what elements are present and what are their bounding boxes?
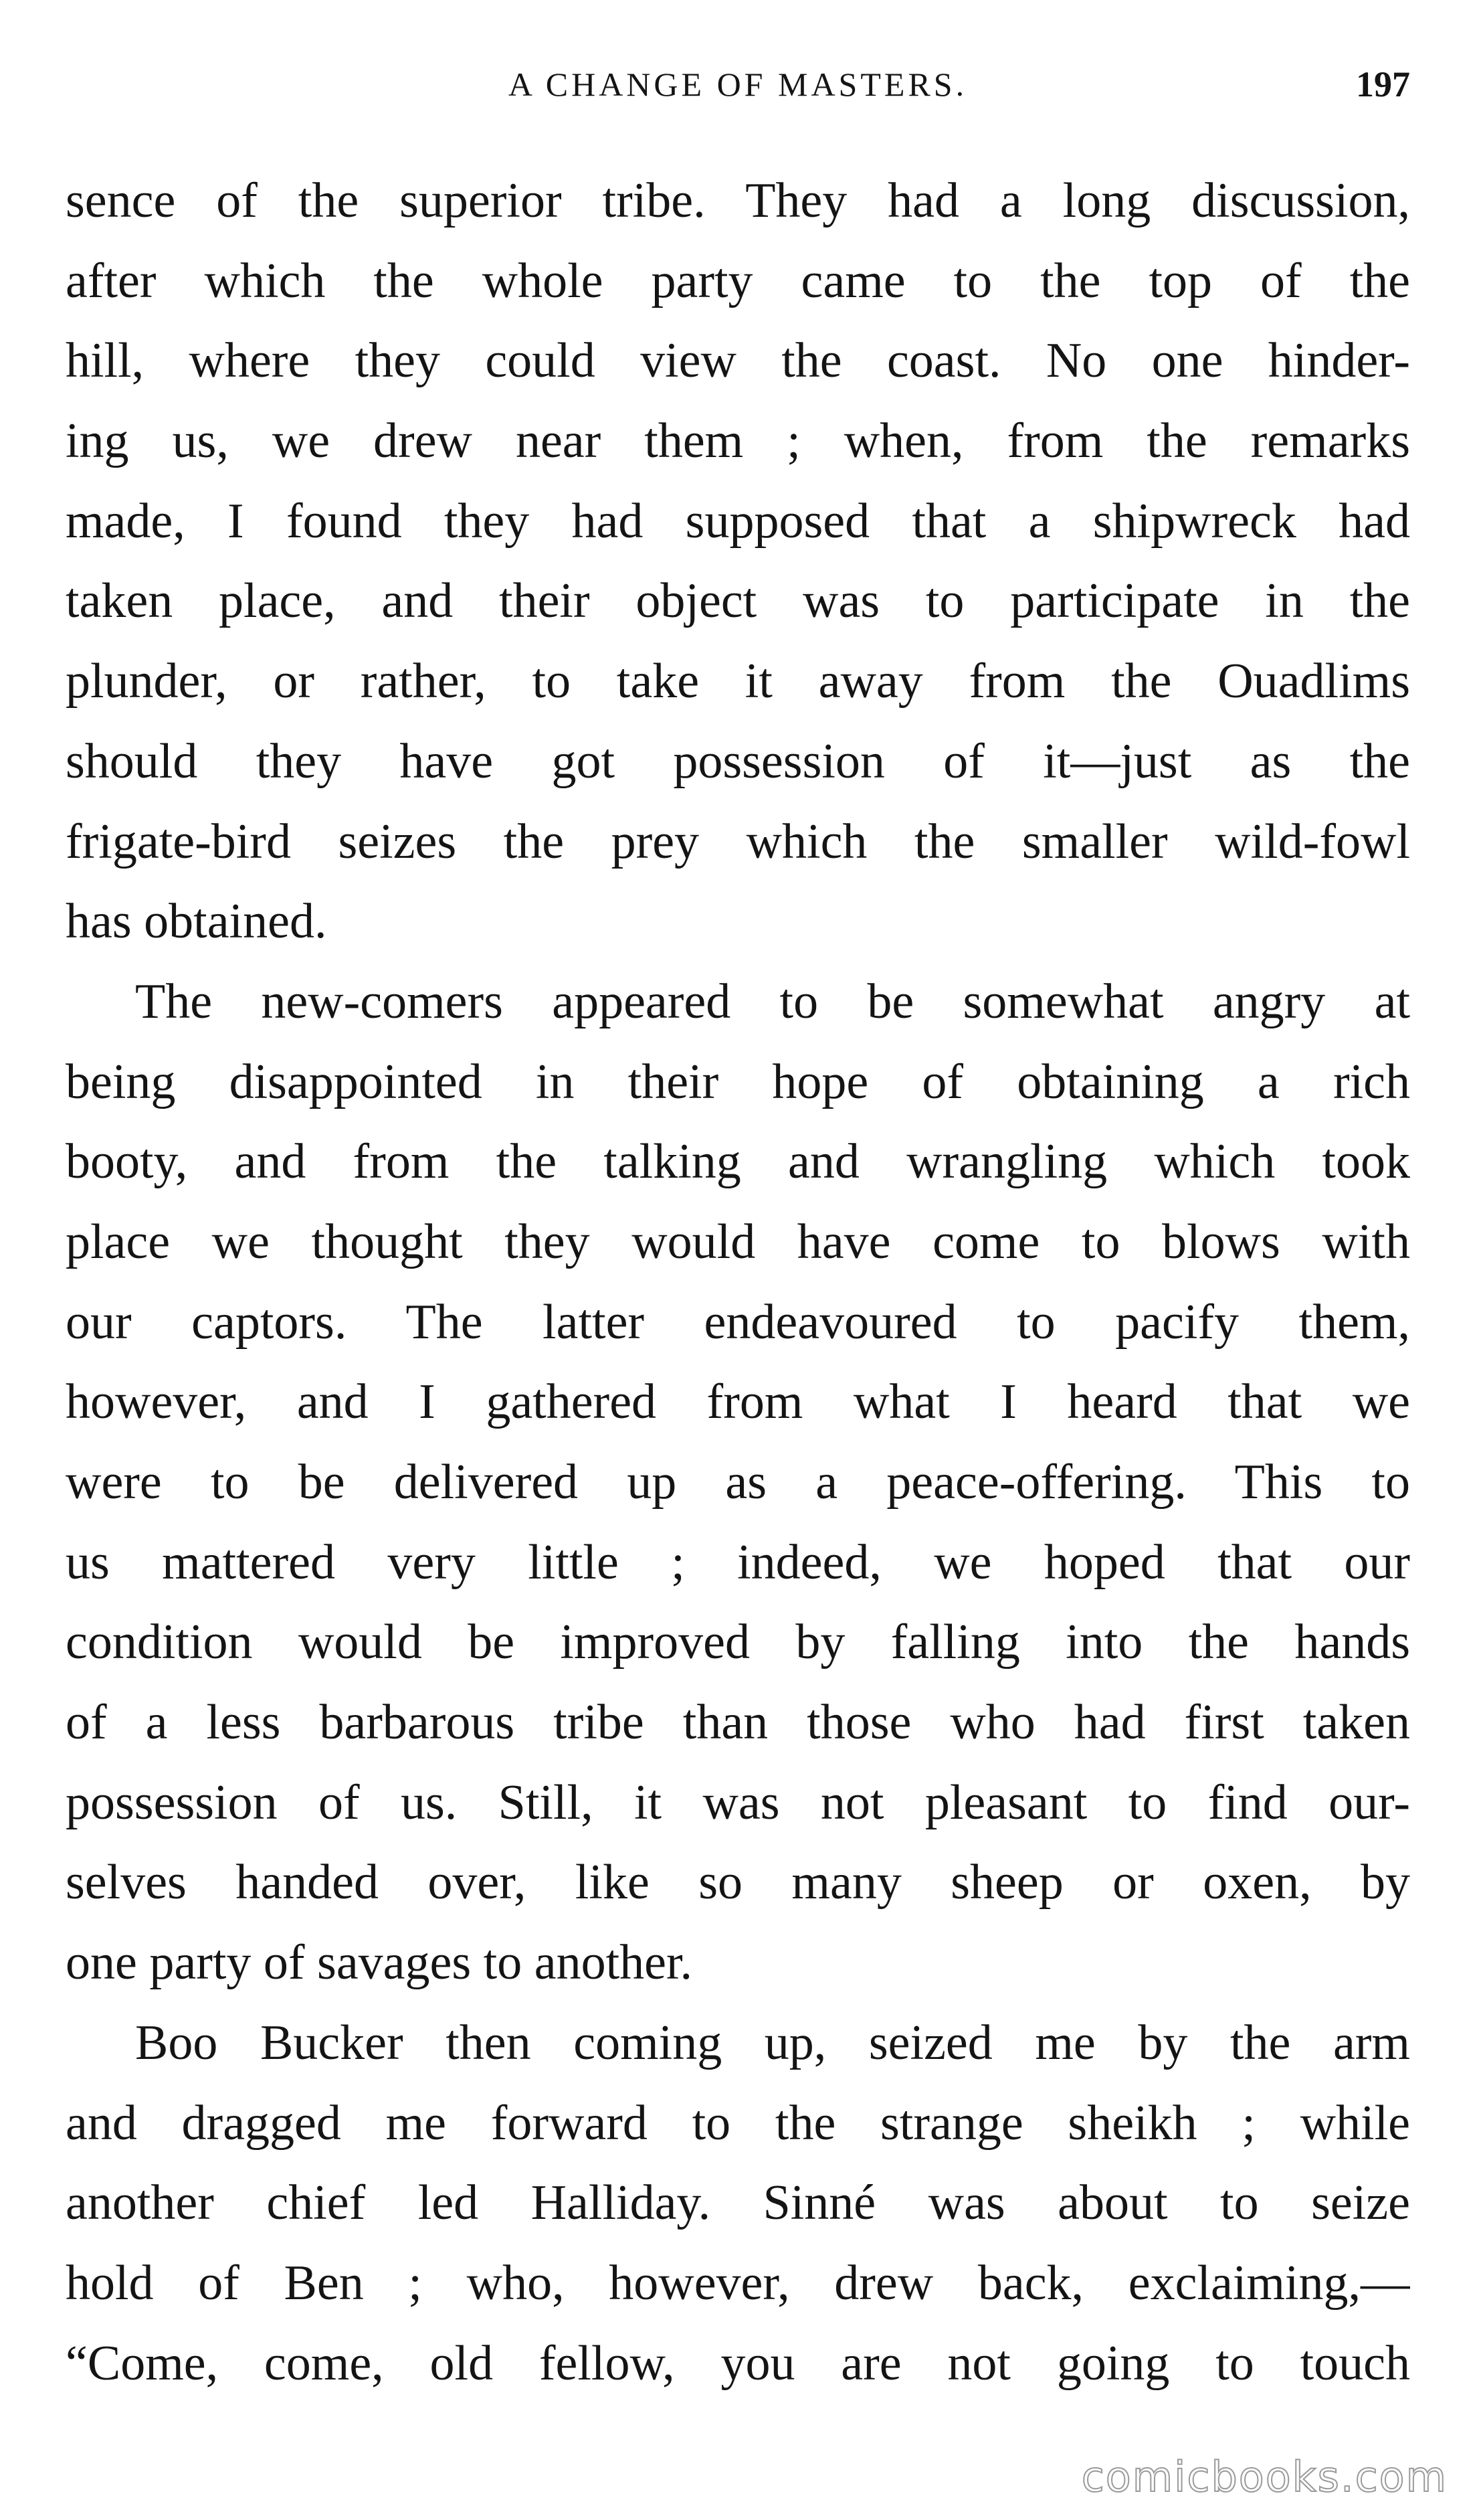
text-line: after which the whole party came to the top of the (66, 253, 1410, 308)
text-line: ing us, we drew near them ; when, from the remarks (66, 414, 1410, 469)
text-line: should they have got possession of it—just as the (66, 733, 1410, 789)
text-line: being disappointed in their hope of obtaining a rich (66, 1054, 1410, 1109)
text-line: Boo Bucker then coming up, seized me by the arm (135, 2015, 1410, 2070)
text-line: The new-comers appeared to be somewhat angry at (135, 974, 1410, 1029)
text-line: condition would be improved by falling into the hands (66, 1615, 1410, 1670)
text-line: selves handed over, like so many sheep or oxen, by (66, 1855, 1410, 1910)
body-text (66, 173, 1410, 2415)
text-line: and dragged me forward to the strange sheikh ; while (66, 2095, 1410, 2151)
text-line: us mattered very little ; indeed, we hoped that our (66, 1534, 1410, 1590)
watermark: comicbooks.com (1081, 2452, 1448, 2501)
text-line: another chief led Halliday. Sinné was about to seize (66, 2175, 1410, 2231)
running-title: A CHANGE OF MASTERS. (508, 66, 968, 103)
text-line: taken place, and their object was to participate in the (66, 573, 1410, 629)
text-line: one party of savages to another. (66, 1935, 693, 1991)
running-head (66, 58, 1410, 111)
text-line: however, and I gathered from what I heard that we (66, 1374, 1410, 1430)
text-line: were to be delivered up as a peace-offering. This to (66, 1455, 1410, 1510)
page-number: 197 (1356, 64, 1410, 104)
text-line: frigate-bird seizes the prey which the smaller wild-fowl (66, 814, 1410, 869)
text-line: hold of Ben ; who, however, drew back, exclaiming,— (66, 2255, 1410, 2311)
text-line: place we thought they would have come to blows with (66, 1214, 1410, 1269)
text-line: hill, where they could view the coast. No one hinder- (66, 333, 1410, 389)
text-line: made, I found they had supposed that a shipwreck had (66, 493, 1410, 549)
text-line: “Come, come, old fellow, you are not going to touch (66, 2335, 1410, 2391)
text-line: of a less barbarous tribe than those who had first taken (66, 1695, 1410, 1750)
text-line: possession of us. Still, it was not pleasant to find our- (66, 1775, 1410, 1830)
text-line: booty, and from the talking and wrangling which took (66, 1134, 1410, 1190)
text-line: has obtained. (66, 894, 327, 950)
text-line: our captors. The latter endeavoured to pacify them, (66, 1294, 1410, 1350)
text-line: plunder, or rather, to take it away from the Ouadlims (66, 654, 1410, 709)
text-line: sence of the superior tribe. They had a long discussion, (66, 173, 1410, 228)
